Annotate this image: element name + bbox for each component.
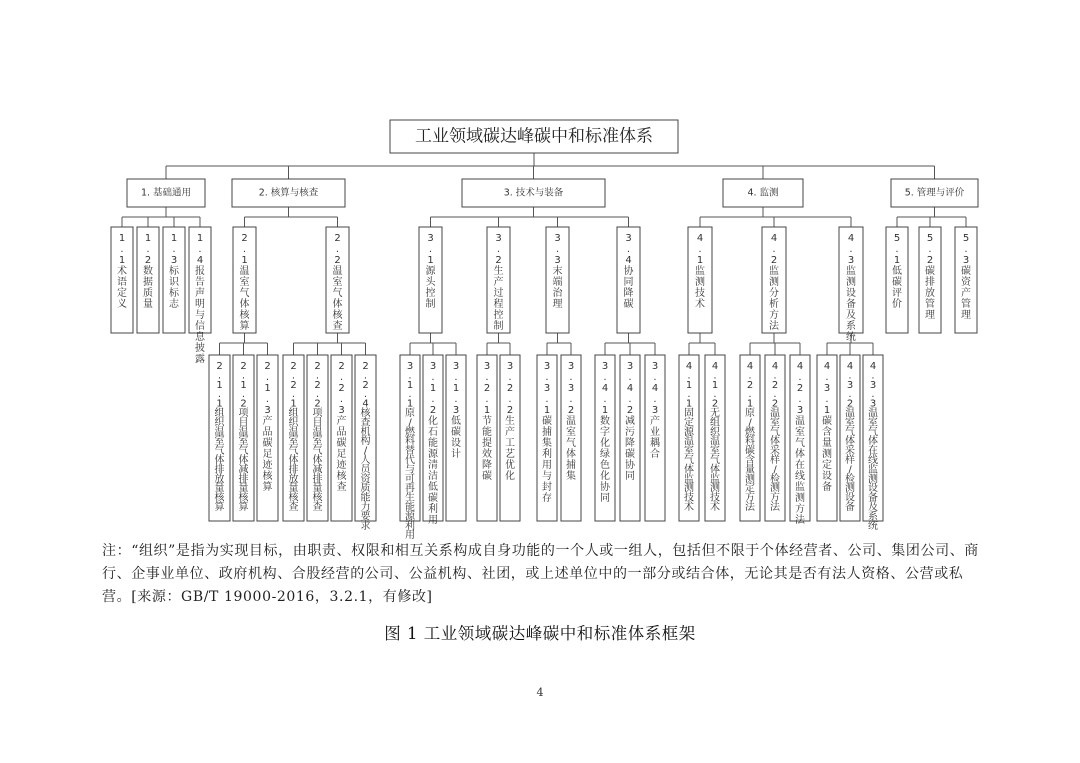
diagram-note: 注：“组织”是指为实现目标，由职责、权限和相互关系构成自身功能的一个人或一组人，包括但不限于个体经营者、公司、集团公司、商行、企事业单位、政府机构、合股经营的公司、公益机构、社团，或上述单位中的一部分或结合体，无论其是否有法人资格、公营或私营。[来源：GB/T 19000-2016，3.2.1，有修改] xyxy=(102,543,979,605)
node-label: 4 . 3 监测设备及系统 xyxy=(846,233,856,343)
node-label: 4 . 2 . 1 原/燃料碳含量测定方法 xyxy=(745,361,755,513)
node-label: 4 . 1 监测技术 xyxy=(695,233,705,310)
node-label: 4 . 2 . 2 温室气体采样/检测方法 xyxy=(770,361,780,513)
node-label: 3 . 1 . 2 化石能源清洁低碳利用 xyxy=(428,361,438,526)
node-label: 2 . 1 . 2 项目温室气体减排量核算 xyxy=(238,361,249,513)
node-label: 3 . 2 . 2 生产工艺优化 xyxy=(505,361,515,482)
node-label: 3 . 4 协同降碳 xyxy=(623,233,634,310)
node-label: 1 . 3 标识标志 xyxy=(169,233,179,310)
node-label: 5 . 1 低碳评价 xyxy=(892,233,902,310)
node-label: 2 . 1 温室气体核算 xyxy=(239,233,250,332)
node-label: 2 . 1 . 1 组织温室气体排放量核算 xyxy=(214,361,225,513)
node-label: 1 . 2 数据质量 xyxy=(143,233,153,310)
node-label: 3 . 4 . 3 产业耦合 xyxy=(650,361,660,460)
category-label: 5. 管理与评价 xyxy=(904,187,965,199)
category-label: 3. 技术与装备 xyxy=(503,187,564,199)
node-label: 4 . 3 . 3 温室气体在线监测设备及系统 xyxy=(868,361,878,532)
node-label: 5 . 3 碳资产管理 xyxy=(961,233,971,321)
node-label: 4 . 2 监测分析方法 xyxy=(769,233,779,332)
node-label: 2 . 2 . 4 核查机构/人员资质能力要求 xyxy=(360,361,371,532)
node-label: 4 . 2 . 3 温室气体在线监测方法 xyxy=(795,361,805,526)
node-label: 2 . 1 . 3 产品碳足迹核算 xyxy=(262,361,273,493)
node-label: 4 . 3 . 2 温室气体采样/检测设备 xyxy=(845,361,855,513)
tree-nodes xyxy=(111,120,978,540)
node-label: 5 . 2 碳排放管理 xyxy=(925,233,935,321)
node-label: 4 . 1 . 1 固定源温室气体监测技术 xyxy=(684,361,694,513)
node-label: 4 . 3 . 1 碳含量测定设备 xyxy=(822,361,832,493)
node-label: 3 . 4 . 2 减污降碳协同 xyxy=(625,361,635,482)
node-label: 1 . 4 报告声明与信息披露 xyxy=(195,233,205,365)
node-label: 3 . 1 源头控制 xyxy=(425,233,436,310)
node-label: 3 . 2 生产过程控制 xyxy=(493,233,504,332)
node-label: 3 . 4 . 1 数字化绿色化协同 xyxy=(600,361,610,504)
node-label: 3 . 1 . 3 低碳设计 xyxy=(451,361,461,460)
category-label: 2. 核算与核查 xyxy=(258,187,319,199)
category-label: 1. 基础通用 xyxy=(140,187,192,199)
node-label: 1 . 1 术语定义 xyxy=(117,233,127,310)
node-label: 2 . 2 温室气体核查 xyxy=(332,233,343,332)
node-label: 3 . 3 末端治理 xyxy=(552,233,563,310)
node-label: 2 . 2 . 2 项目温室气体减排量核查 xyxy=(312,361,323,513)
node-label: 3 . 3 . 1 碳捕集利用与封存 xyxy=(542,361,552,504)
node-label: 3 . 1 . 1 原/燃料替代与可再生能源利用 xyxy=(405,361,415,540)
category-label: 4. 监测 xyxy=(747,187,779,199)
node-label: 2 . 2 . 3 产品碳足迹核查 xyxy=(336,361,347,493)
figure-caption: 图 1 工业领域碳达峰碳中和标准体系框架 xyxy=(384,624,696,643)
node-label: 2 . 2 . 1 组织温室气体排放量核查 xyxy=(288,361,299,513)
root-label: 工业领域碳达峰碳中和标准体系 xyxy=(415,126,653,147)
page-number: 4 xyxy=(536,686,544,699)
node-label: 4 . 1 . 2 无组织温室气体监测技术 xyxy=(710,361,720,513)
node-label: 3 . 3 . 2 温室气体捕集 xyxy=(566,361,576,482)
node-label: 3 . 2 . 1 节能提效降碳 xyxy=(482,361,492,482)
